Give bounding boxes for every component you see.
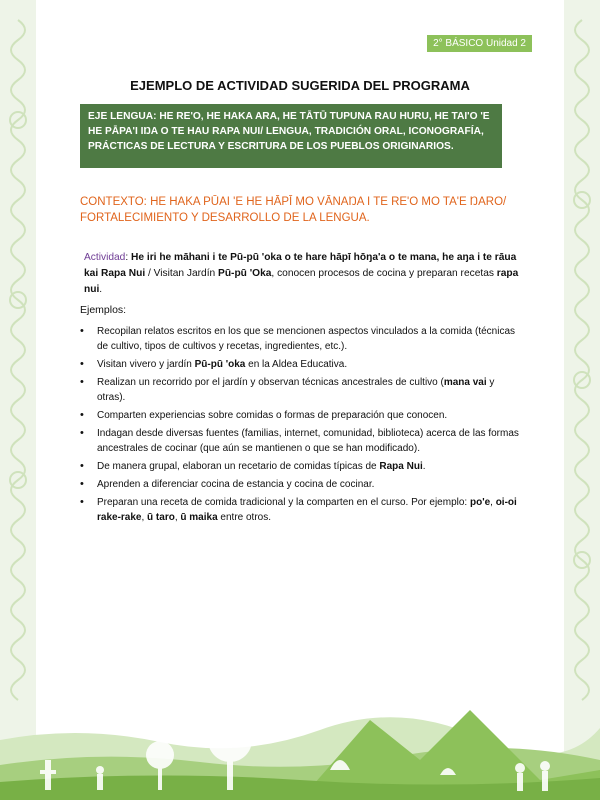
- activity-garden-name: Pū-pū 'Oka: [218, 268, 272, 279]
- list-item: [80, 459, 524, 474]
- bullet-icon: •: [80, 478, 84, 490]
- list-item: [80, 375, 524, 405]
- item-bold: po'e: [469, 497, 491, 508]
- item-bold: Pū-pū 'oka: [194, 359, 246, 370]
- item-text: ,: [141, 512, 148, 523]
- bullet-icon: •: [80, 427, 84, 439]
- item-bold: mana vai: [443, 377, 487, 388]
- item-bold: oi-oi rake-rake: [97, 497, 517, 523]
- activity-spanish-a: Visitan Jardín: [153, 268, 219, 279]
- activity-rapanui-text: He iri he māhani i te Pū-pū 'oka o te hare hāpī hōŋa'a o te mana, he aŋa i te rāua kai Rapa Nui: [84, 252, 517, 279]
- list-item: [80, 426, 524, 456]
- item-text: Comparten experiencias sobre comidas o formas de preparación que conocen.: [97, 410, 448, 421]
- examples-title: Ejemplos:: [80, 304, 127, 316]
- examples-list: [80, 324, 524, 528]
- list-item: [80, 357, 524, 372]
- context-heading: CONTEXTO: HE HAKA PŪAI 'E HE HĀPĪ MO VĀNAŊA I TE RE'O MO TA'E ŊARO/ FORTALECIMIENTO Y DESARROLLO DE LA LENGUA.: [80, 196, 507, 224]
- bullet-icon: •: [80, 358, 84, 370]
- item-bold: ū taro: [147, 512, 175, 523]
- item-text: entre otros.: [217, 512, 271, 523]
- bullet-icon: •: [80, 325, 84, 337]
- landscape-footer-illustration: [0, 670, 600, 800]
- activity-separator: /: [145, 268, 154, 279]
- list-item: [80, 324, 524, 354]
- activity-paragraph: [84, 250, 524, 298]
- item-text: Realizan un recorrido por el jardín y observan técnicas ancestrales de cultivo (: [97, 377, 444, 388]
- item-text: Aprenden a diferenciar cocina de estancia y cocina de cocinar.: [97, 479, 375, 490]
- bullet-icon: •: [80, 376, 84, 388]
- item-text: ,: [174, 512, 181, 523]
- unit-badge: 2° BÁSICO Unidad 2: [427, 35, 532, 52]
- item-bold: ū maika: [180, 512, 218, 523]
- activity-rapa-nui: rapa nui: [84, 268, 519, 295]
- item-bold: Rapa Nui: [379, 461, 423, 472]
- item-text: .: [422, 461, 426, 472]
- bullet-icon: •: [80, 496, 84, 508]
- page-title: EJEMPLO DE ACTIVIDAD SUGERIDA DEL PROGRAMA: [130, 78, 470, 93]
- item-text: ,: [490, 497, 496, 508]
- item-text: Indagan desde diversas fuentes (familias, internet, comunidad, biblioteca) acerca de las formas ancestrales de cocinar (que aún se mantienen o que se han modificado).: [97, 428, 519, 454]
- bullet-icon: •: [80, 409, 84, 421]
- item-text: y otras).: [97, 377, 495, 403]
- item-text: Recopilan relatos escritos en los que se mencionen aspectos vinculados a la comida (técnicas de cultivo, tipos de cultivos y recetas, ingredientes, etc.).: [97, 326, 516, 352]
- eje-lengua-text: EJE LENGUA: HE RE'O, HE HAKA ARA, HE TĀTŪ TUPUNA RAU HURU, HE TAI'O 'E HE PĀPA'I IŊA O TE HAU RAPA NUI/ LENGUA, TRADICIÓN ORAL, ICONOGRAFÍA, PRÁCTICAS DE LECTURA Y ESCRITURA DE LOS PUEBLOS ORIGINARIOS.: [88, 111, 490, 152]
- item-text: Preparan una receta de comida tradicional y la comparten en el curso. Por ejemplo:: [97, 497, 470, 508]
- list-item: [80, 408, 524, 423]
- activity-label: Actividad: [84, 252, 126, 263]
- activity-spanish-b: , conocen procesos de cocina y preparan recetas: [271, 268, 497, 279]
- item-text: De manera grupal, elaboran un recetario de comidas típicas de: [97, 461, 380, 472]
- item-text: Visitan vivero y jardín: [97, 359, 195, 370]
- bullet-icon: •: [80, 460, 84, 472]
- list-item: [80, 477, 524, 492]
- item-text: en la Aldea Educativa.: [245, 359, 348, 370]
- activity-spanish-c: .: [99, 284, 103, 295]
- eje-lengua-box: [80, 104, 502, 168]
- list-item: [80, 495, 524, 525]
- activity-colon: :: [125, 252, 132, 263]
